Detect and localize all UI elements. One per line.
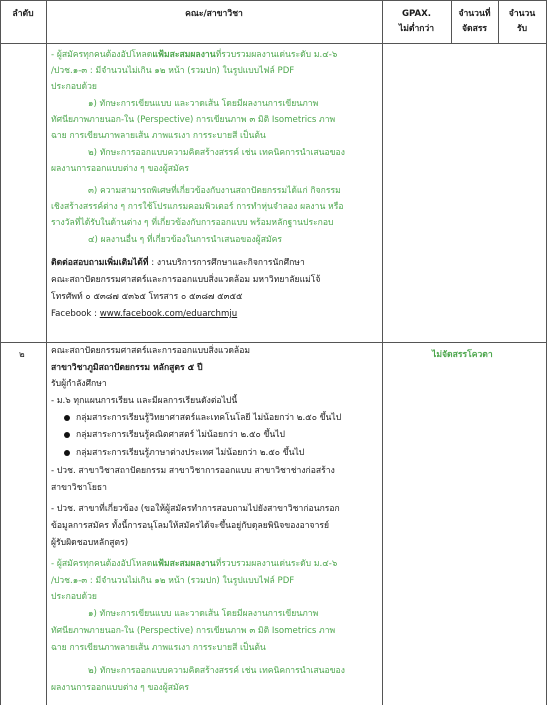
requirement-voc2: ข้อมูลการสมัคร ทั้งนี้การอนุโลมให้สมัครได้จะขึ้นอยู่กับดุลยพินิจของอาจารย์ [51,521,330,531]
facebook-label: Facebook : [51,309,100,319]
portfolio-line: ประกอบด้วย [51,82,97,92]
table-border-right [546,0,547,705]
header-received-line2: รับ [516,24,528,34]
header-gpax-line1: GPAX. [401,9,432,19]
portfolio-item-1: ฉาย การเขียนภาพลายเส้น ภาพแรเงา การระบายสี เป็นต้น [51,131,266,141]
accept-text: รับผู้กำลังศึกษา [51,379,107,389]
bullet-icon [64,415,70,421]
bullet-item [64,411,392,427]
faculty-name: คณะสถาปัตยกรรมศาสตร์และการออกแบบสิ่งแวดล้อม [51,346,251,356]
portfolio-item-3: รางวัลที่ได้รับในด้านต่าง ๆ ที่เกี่ยวข้องกับการออกแบบ พร้อมหลักฐานประกอบ [51,218,334,228]
portfolio-line: /ปวช.๑-๓ : มีจำนวนไม่เกิน ๑๒ หน้า (รวมปก) ในรูปแบบไฟล์ PDF [51,66,295,76]
portfolio-text: - ผู้สมัครทุกคนต้องอัปโหลด [51,50,153,60]
portfolio-item-2: ๒) ทักษะการออกแบบความคิดสร้างสรรค์ เช่น เทคนิคการนำเสนอของ [88,666,345,676]
requirement-voc2: ผู้รับผิดชอบหลักสูตร) [51,538,129,548]
portfolio-line [51,48,379,64]
portfolio-item-4: ๔) ผลงานอื่น ๆ ที่เกี่ยวข้องในการนำเสนอของผู้สมัคร [88,235,282,245]
header-allocated-line1: จำนวนที่ [458,9,491,19]
row-divider [0,342,547,343]
header-no: ลำดับ [12,9,34,19]
portfolio-item-1: ทัศนียภาพภายนอก-ใน (Perspective) การเขียนภาพ ๓ มิติ Isometrics ภาพ [51,115,336,125]
portfolio-item-3: ๓) ความสามารถพิเศษที่เกี่ยวข้องกับงานสถาปัตยกรรมได้แก่ กิจกรรม [88,186,341,196]
contact-phone: โทรศัพท์ ๐ ๕๓๘๗ ๕๓๖๕ โทรสาร ๐ ๕๓๘๗ ๕๓๕๕ [51,292,243,302]
column-divider [46,0,47,705]
bullet-icon [64,450,70,456]
requirement-voc1: - ปวช. สาขาวิชาสถาปัตยกรรม สาขาวิชาการออกแบบ สาขาวิชาช่างก่อสร้าง [51,466,335,476]
requirement-voc1: สาขาวิชาโยธา [51,483,107,493]
header-divider [0,43,547,44]
bullet-text: กลุ่มสาระการเรียนรู้คณิตศาสตร์ ไม่น้อยกว่า ๒.๕๐ ขึ้นไป [76,430,285,440]
portfolio-text: - ผู้สมัครทุกคนต้องอัปโหลด [51,559,153,569]
header-gpax-line2: ไม่ต่ำกว่า [398,24,435,34]
portfolio-item-2: ๒) ทักษะการออกแบบความคิดสร้างสรรค์ เช่น เทคนิคการนำเสนอของ [88,148,345,158]
portfolio-item-1: ๑) ทักษะการเขียนแบบ และวาดเส้น โดยมีผลงานการเขียนภาพ [88,609,319,619]
portfolio-item-3: เชิงสร้างสรรค์ต่าง ๆ การใช้โปรแกรมคอมพิวเตอร์ การทำหุ่นจำลอง ผลงาน หรือ [51,202,344,212]
portfolio-text: ที่รวบรวมผลงานเด่นระดับ ม.๔-๖ [215,559,338,569]
portfolio-line: /ปวช.๑-๓ : มีจำนวนไม่เกิน ๑๒ หน้า (รวมปก) ในรูปแบบไฟล์ PDF [51,576,295,586]
header-allocated [451,7,498,37]
contact-heading: ติดต่อสอบถามเพิ่มเติมได้ที่ [51,258,149,268]
bullet-item [64,446,392,462]
quota-status: ไม่จัดสรรโควตา [432,350,493,360]
header-received [498,7,546,37]
portfolio-item-1: ฉาย การเขียนภาพลายเส้น ภาพแรเงา การระบายสี เป็นต้น [51,643,266,653]
portfolio-line [51,557,379,573]
program-name: สาขาวิชาภูมิสถาปัตยกรรม หลักสูตร ๕ ปี [51,363,203,373]
header-gpax [382,7,451,37]
contact-line: คณะสถาปัตยกรรมศาสตร์และการออกแบบสิ่งแวดล้อม มหาวิทยาลัยแม่โจ้ [51,275,321,285]
facebook-link[interactable]: www.facebook.com/eduarchmju [99,309,238,319]
header-faculty: คณะ/สาขาวิชา [185,9,243,19]
contact-text: : งานบริการการศึกษาและกิจการนักศึกษา [148,258,305,268]
portfolio-item-1: ๑) ทักษะการเขียนแบบ และวาดเส้น โดยมีผลงานการเขียนภาพ [88,99,319,109]
bullet-icon [64,432,70,438]
header-received-line1: จำนวน [508,9,536,19]
portfolio-item-2: ผลงานการออกแบบต่าง ๆ ของผู้สมัคร [51,683,190,693]
portfolio-line: ประกอบด้วย [51,592,97,602]
table-border-top [0,0,547,1]
bullet-item [64,428,392,444]
portfolio-text: ที่รวบรวมผลงานเด่นระดับ ม.๔-๖ [215,50,338,60]
bullet-text: กลุ่มสาระการเรียนรู้วิทยาศาสตร์และเทคโนโลยี ไม่น้อยกว่า ๒.๕๐ ขึ้นไป [76,413,342,423]
contact-facebook [51,307,379,323]
portfolio-item-2: ผลงานการออกแบบต่าง ๆ ของผู้สมัคร [51,164,190,174]
header-allocated-line2: จัดสรร [461,24,488,34]
contact-line [51,256,379,272]
portfolio-emphasis: แฟ้มสะสมผลงาน [152,559,216,569]
requirement-voc2: - ปวช. สาขาที่เกี่ยวข้อง (ขอให้ผู้สมัครทำการสอบถามไปยังสาขาวิชาก่อนกรอก [51,504,340,514]
portfolio-emphasis: แฟ้มสะสมผลงาน [152,50,216,60]
requirement-m6: - ม.๖ ทุกแผนการเรียน และมีผลการเรียนดังต่อไปนี้ [51,396,238,406]
table-border-left [0,0,1,705]
row-number: ๒ [19,350,25,360]
portfolio-item-1: ทัศนียภาพภายนอก-ใน (Perspective) การเขียนภาพ ๓ มิติ Isometrics ภาพ [51,626,336,636]
bullet-text: กลุ่มสาระการเรียนรู้ภาษาต่างประเทศ ไม่น้อยกว่า ๒.๕๐ ขึ้นไป [76,448,305,458]
